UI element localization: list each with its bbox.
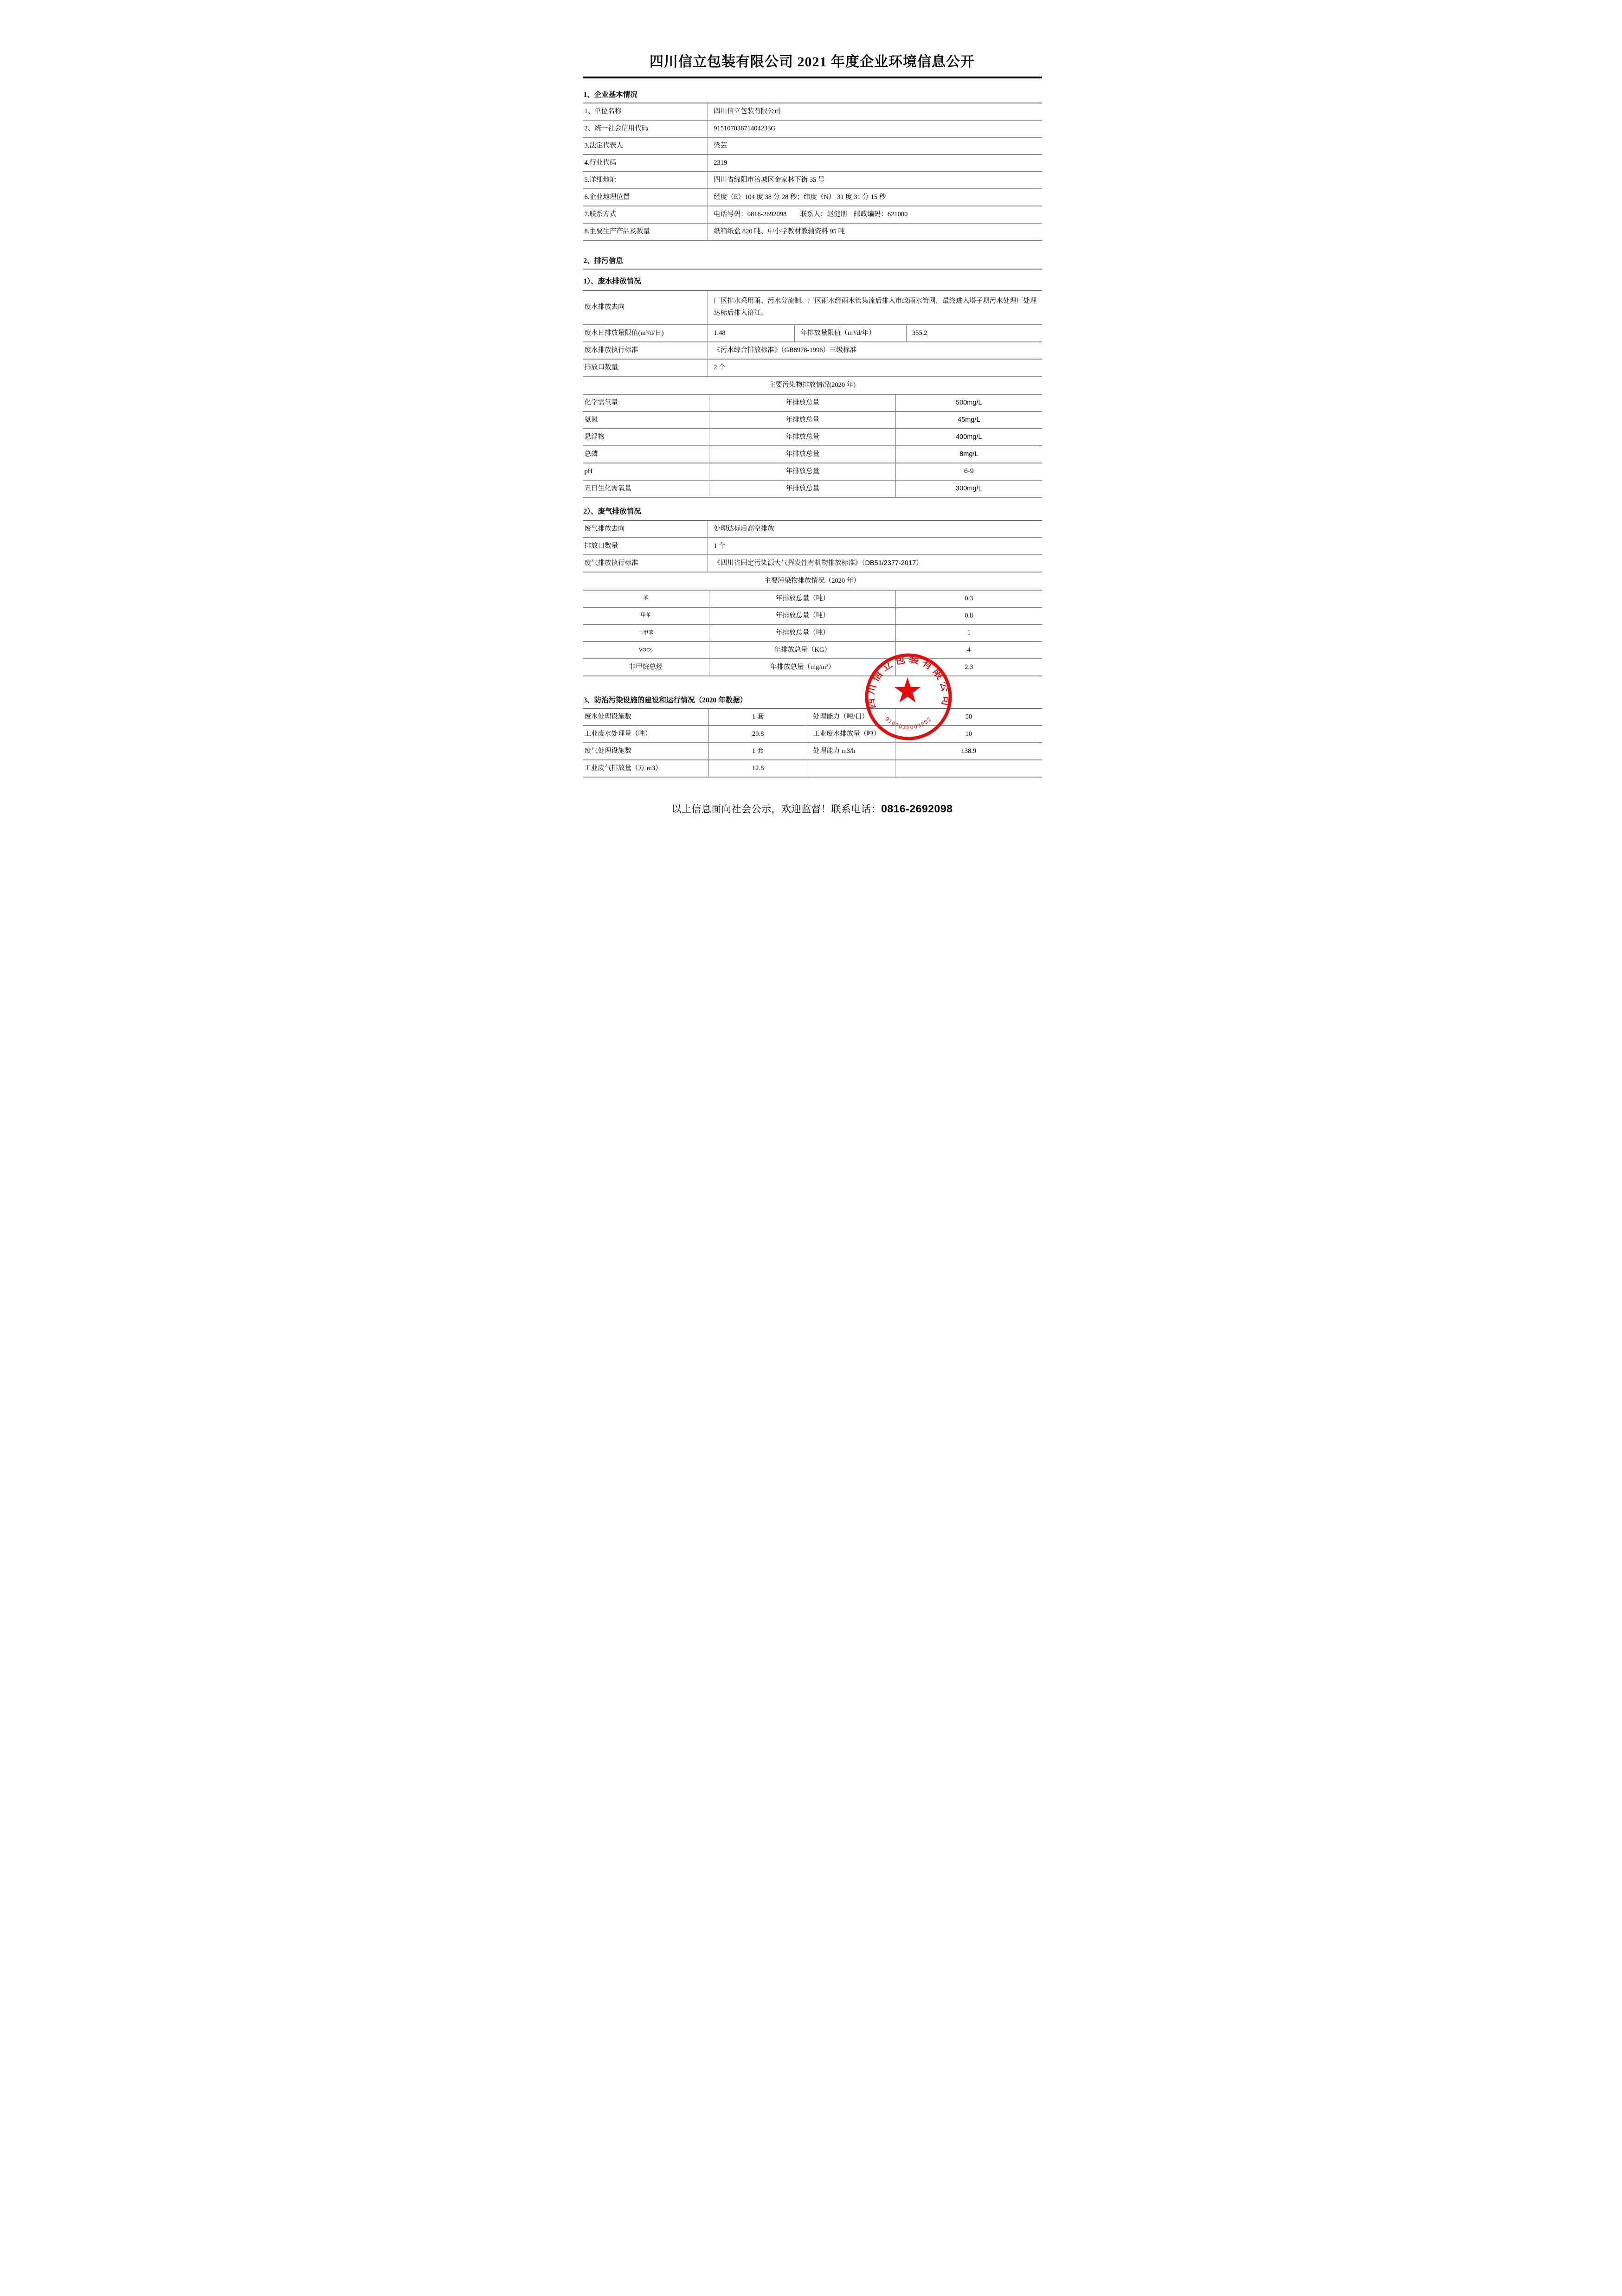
row-label: 排放口数量 bbox=[583, 359, 708, 376]
pollutant-value: 0.8 bbox=[896, 607, 1042, 624]
facility-count: 1 套 bbox=[709, 743, 807, 760]
row-label: 排放口数量 bbox=[583, 538, 708, 555]
row-value: 梁芸 bbox=[708, 137, 1042, 154]
table-row bbox=[583, 446, 1042, 463]
row-value bbox=[708, 555, 1042, 572]
table-row bbox=[583, 395, 1042, 412]
facility-count: 12.8 bbox=[709, 760, 807, 777]
row-value: 电话号码：0816-2692098 联系人：赵健朋 邮政编码：621000 bbox=[708, 206, 1042, 223]
table-row bbox=[583, 103, 1042, 120]
annual-limit-label: 年排放量限值（m³/d/年） bbox=[795, 325, 907, 342]
wastewater-limits-table bbox=[583, 325, 1042, 342]
pollutant-value: 1 bbox=[896, 624, 1042, 642]
row-value: 2 个 bbox=[708, 359, 1042, 376]
footer-phone: 0816-2692098 bbox=[881, 803, 953, 815]
gas-standard-code: （DB51/2377-2017） bbox=[862, 559, 923, 567]
page-title: 四川信立包装有限公司 2021 年度企业环境信息公开 bbox=[583, 50, 1042, 78]
daily-limit-label: 废水日排放量限值(m³/d/日) bbox=[583, 325, 708, 342]
table-row bbox=[583, 120, 1042, 137]
table-row bbox=[583, 137, 1042, 154]
pollutant-value: 0.3 bbox=[896, 591, 1042, 607]
pollutant-value: 400mg/L bbox=[896, 429, 1042, 446]
table-row bbox=[583, 480, 1042, 497]
row-label: 3.法定代表人 bbox=[583, 137, 708, 154]
pollutant-metric: 年排放总量 bbox=[709, 395, 896, 412]
row-label: 8.主要生产产品及数量 bbox=[583, 223, 708, 240]
table-row bbox=[583, 659, 1042, 676]
capacity-value bbox=[895, 760, 1042, 777]
pollutant-name: pH bbox=[583, 463, 709, 480]
pollutant-metric: 年排放总量（吨） bbox=[709, 607, 896, 624]
pollutant-name: 化学需氧量 bbox=[583, 395, 709, 412]
gas-info-table bbox=[583, 520, 1042, 591]
pollutant-metric: 年排放总量 bbox=[709, 446, 896, 463]
capacity-label: 处理能力（吨/日） bbox=[807, 709, 895, 726]
row-label: 废气排放去向 bbox=[583, 521, 708, 538]
pollutant-metric: 年排放总量 bbox=[709, 412, 896, 429]
pollutant-value: 300mg/L bbox=[896, 480, 1042, 497]
pollutant-value: 500mg/L bbox=[896, 395, 1042, 412]
table-row bbox=[583, 538, 1042, 555]
row-label: 5.详细地址 bbox=[583, 172, 708, 189]
table-row bbox=[583, 359, 1042, 376]
table-row bbox=[583, 760, 1042, 777]
table-row bbox=[583, 325, 1042, 342]
pollutant-name: 悬浮物 bbox=[583, 429, 709, 446]
capacity-label bbox=[807, 760, 895, 777]
pollutant-metric: 年排放总量（吨） bbox=[709, 624, 896, 642]
daily-limit-value: 1.48 bbox=[708, 325, 795, 342]
gas-standard-name: 《四川省固定污染源大气挥发性有机物排放标准》 bbox=[714, 559, 862, 567]
seal-company-text: 四川信立包装有限公司 bbox=[864, 653, 953, 709]
pollutant-value: 2.3 bbox=[896, 659, 1042, 676]
facility-label: 工业废水处理量（吨） bbox=[583, 726, 709, 743]
table-row bbox=[583, 642, 1042, 659]
document-content bbox=[583, 0, 1042, 816]
table-row bbox=[583, 463, 1042, 480]
pollutant-metric: 年排放总量 bbox=[709, 429, 896, 446]
basic-info-table bbox=[583, 103, 1042, 241]
footer-notice bbox=[583, 802, 1042, 816]
wastewater-standard-table bbox=[583, 342, 1042, 395]
row-label: 废水排放执行标准 bbox=[583, 342, 708, 359]
capacity-label: 工业废水排放量（吨） bbox=[807, 726, 895, 743]
document-page bbox=[541, 0, 1081, 815]
facility-count: 1 套 bbox=[709, 709, 807, 726]
capacity-label: 处理能力 m3/h bbox=[807, 743, 895, 760]
row-label: 4.行业代码 bbox=[583, 154, 708, 172]
facility-label: 废水处理设施数 bbox=[583, 709, 709, 726]
seal-code-digits: 9107035003802 bbox=[883, 715, 933, 731]
section-heading-discharge: 2、排污信息 bbox=[583, 253, 1042, 270]
table-row bbox=[583, 429, 1042, 446]
facility-count: 20.8 bbox=[709, 726, 807, 743]
pollutant-name: 甲苯 bbox=[583, 607, 709, 624]
pollutant-metric: 年排放总量 bbox=[709, 463, 896, 480]
row-label: 6.企业地理位置 bbox=[583, 189, 708, 206]
facilities-table bbox=[583, 709, 1042, 778]
pollutant-name: 五日生化需氧量 bbox=[583, 480, 709, 497]
gas-pollutants-table bbox=[583, 591, 1042, 676]
table-row bbox=[583, 154, 1042, 172]
row-label: 废气排放执行标准 bbox=[583, 555, 708, 572]
section-heading-facilities: 3、防治污染设施的建设和运行情况（2020 年数据） bbox=[583, 692, 1042, 709]
pollutant-name: 苯 bbox=[583, 591, 709, 607]
table-row bbox=[583, 376, 1042, 394]
table-row bbox=[583, 709, 1042, 726]
row-value: 91510703671404233G bbox=[708, 120, 1042, 137]
row-value: 厂区排水采用雨、污水分流制。厂区雨水经雨水管集流后排入市政雨水管网，最终进入塔子坝污水处理厂处理达标后排入涪江。 bbox=[708, 290, 1042, 325]
row-value: 1 个 bbox=[708, 538, 1042, 555]
row-value: 四川信立包装有限公司 bbox=[708, 103, 1042, 120]
facility-label: 废气处理设施数 bbox=[583, 743, 709, 760]
subsection-heading-wastewater: 1）、废水排放情况 bbox=[583, 277, 641, 286]
table-row bbox=[583, 607, 1042, 624]
table-row bbox=[583, 206, 1042, 223]
capacity-value: 138.9 bbox=[895, 743, 1042, 760]
capacity-value: 50 bbox=[895, 709, 1042, 726]
pollutants-subheading: 主要污染物排放情况(2020 年) bbox=[583, 376, 1042, 394]
pollutant-metric: 年排放总量（mg/m³） bbox=[709, 659, 896, 676]
row-value: 《污水综合排放标准》（GB8978-1996）三级标准 bbox=[708, 342, 1042, 359]
pollutant-name: 非甲烷总烃 bbox=[583, 659, 709, 676]
pollutant-value: 45mg/L bbox=[896, 412, 1042, 429]
capacity-value: 10 bbox=[895, 726, 1042, 743]
table-row bbox=[583, 223, 1042, 240]
pollutant-value: 4 bbox=[896, 642, 1042, 659]
facility-label: 工业废气排放量（万 m3） bbox=[583, 760, 709, 777]
row-value: 纸箱纸盒 820 吨、中小学教材教辅资料 95 吨 bbox=[708, 223, 1042, 240]
pollutant-metric: 年排放总量（吨） bbox=[709, 591, 896, 607]
pollutant-value: 6-9 bbox=[896, 463, 1042, 480]
row-value: 四川省绵阳市涪城区金家林下街 35 号 bbox=[708, 172, 1042, 189]
row-label: 7.联系方式 bbox=[583, 206, 708, 223]
table-row bbox=[583, 624, 1042, 642]
pollutant-name: 氨氮 bbox=[583, 412, 709, 429]
table-row bbox=[583, 555, 1042, 572]
row-label: 2、统一社会信用代码 bbox=[583, 120, 708, 137]
row-value: 2319 bbox=[708, 154, 1042, 172]
pollutants-subheading: 主要污染物排放情况（2020 年） bbox=[583, 572, 1042, 590]
pollutant-name: 总磷 bbox=[583, 446, 709, 463]
wastewater-direction-table bbox=[583, 290, 1042, 325]
row-label: 废水排放去向 bbox=[583, 290, 708, 325]
section-heading-basic: 1、企业基本情况 bbox=[583, 87, 1042, 103]
table-row bbox=[583, 521, 1042, 538]
pollutant-metric: 年排放总量 bbox=[709, 480, 896, 497]
table-row bbox=[583, 726, 1042, 743]
table-row bbox=[583, 591, 1042, 607]
footer-text: 以上信息面向社会公示，欢迎监督！联系电话： bbox=[671, 804, 882, 815]
table-row bbox=[583, 572, 1042, 590]
table-row bbox=[583, 290, 1042, 325]
pollutant-name: 二甲苯 bbox=[583, 624, 709, 642]
row-value: 处理达标后高空排放 bbox=[708, 521, 1042, 538]
table-row bbox=[583, 172, 1042, 189]
pollutant-value: 8mg/L bbox=[896, 446, 1042, 463]
annual-limit-value: 355.2 bbox=[906, 325, 1042, 342]
pollutant-name: VOCs bbox=[583, 642, 709, 659]
table-row bbox=[583, 342, 1042, 359]
table-row bbox=[583, 743, 1042, 760]
table-row bbox=[583, 412, 1042, 429]
row-label: 1、单位名称 bbox=[583, 103, 708, 120]
pollutant-metric: 年排放总量（KG） bbox=[709, 642, 896, 659]
row-value: 经度（E）104 度 38 分 28 秒；纬度（N） 31 度 31 分 15 秒 bbox=[708, 189, 1042, 206]
table-row bbox=[583, 189, 1042, 206]
wastewater-pollutants-table bbox=[583, 395, 1042, 498]
subsection-heading-gas: 2）、废气排放情况 bbox=[583, 507, 641, 515]
